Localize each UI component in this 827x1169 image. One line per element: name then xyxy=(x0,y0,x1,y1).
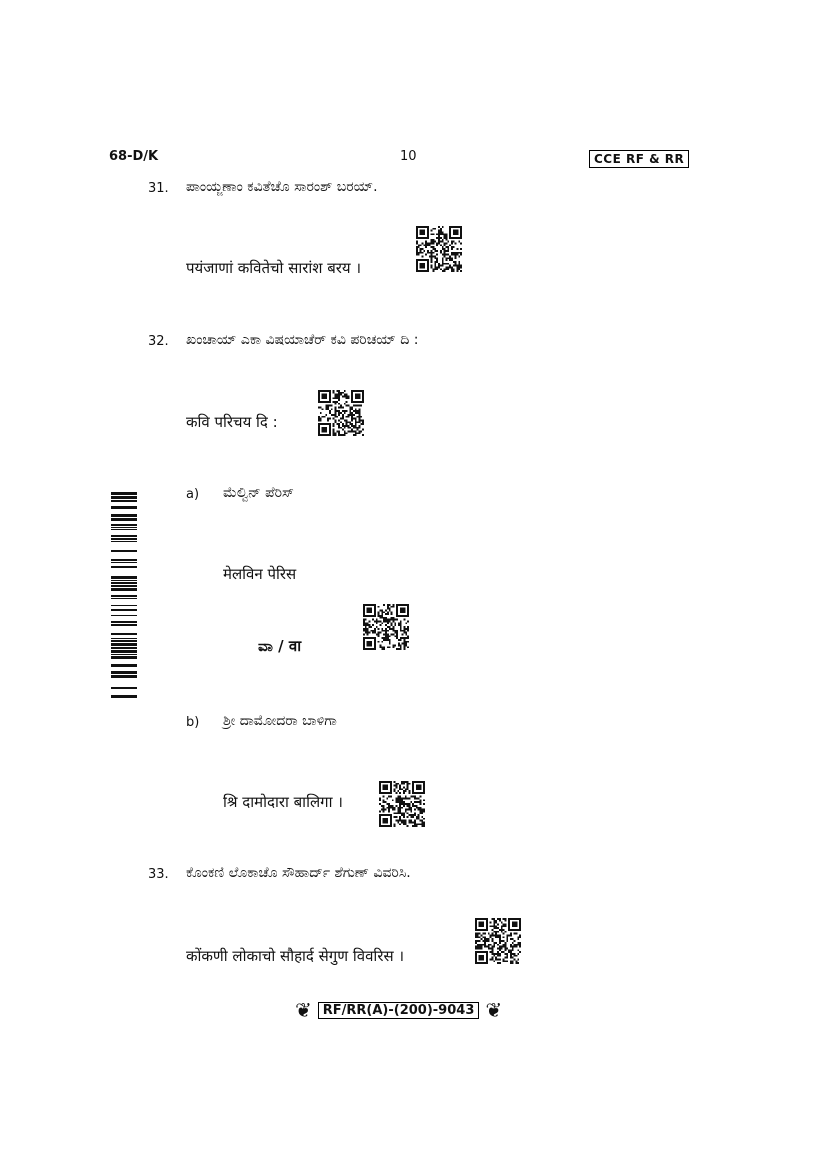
floral-ornament-icon: ❦ xyxy=(485,998,503,1022)
floral-ornament-icon: ❦ xyxy=(295,998,312,1022)
qr-code-icon xyxy=(363,604,409,650)
page-number: 10 xyxy=(400,149,417,164)
question-33-kannada: ಕೊಂಕಣಿ ಲೊಕಾಚೊ ಸೌಹಾರ್ದ್ ಶೆಗುಣ್ ವಿವರಿಸಿ. xyxy=(186,865,411,881)
qr-code-icon xyxy=(475,918,521,964)
question-33-devanagari: कोंकणी लोकाचो सौहार्द सेगुण विवरिस । xyxy=(186,947,405,965)
question-32-devanagari: कवि परिचय दि : xyxy=(186,413,278,431)
paper-code: 68-D/K xyxy=(109,149,159,164)
option-a-devanagari: मेलविन पेरिस xyxy=(223,565,297,583)
qr-code-icon xyxy=(379,781,425,827)
question-31-kannada: ಪಾಂಯ್ಜಣಾಂ ಕವಿತೆಚೊ ಸಾರಂಶ್ ಬರಯ್. xyxy=(186,179,378,195)
qr-code-icon xyxy=(318,390,364,436)
footer xyxy=(295,1000,502,1020)
question-31-devanagari: पयंजाणां कवितेचो सारांश बरय । xyxy=(186,259,362,277)
option-b-kannada: ಶ್ರೀ ದಾಮೋದರಾ ಬಾಳಿಗಾ xyxy=(223,713,337,729)
question-33-number: 33. xyxy=(148,867,169,882)
barcode-icon xyxy=(111,492,137,698)
exam-label-box: CCE RF & RR xyxy=(589,150,689,168)
or-separator: ವಾ / वा xyxy=(258,637,302,655)
option-a-kannada: ಮೆಲ್ವಿನ್ ಪೆರಿಸ್ xyxy=(223,485,294,501)
question-32-kannada: ಖಂಚಾಯ್ ಎಕಾ ವಿಷಯಾಚೆರ್ ಕವಿ ಪರಿಚಯ್ ದಿ : xyxy=(186,332,419,348)
option-b-devanagari: श्रि दामोदारा बालिगा । xyxy=(223,793,343,811)
question-31-number: 31. xyxy=(148,181,169,196)
footer-code-box: RF/RR(A)-(200)-9043 xyxy=(318,1002,480,1019)
option-a-label: a) xyxy=(186,487,200,502)
qr-code-icon xyxy=(416,226,462,272)
question-32-number: 32. xyxy=(148,334,169,349)
option-b-label: b) xyxy=(186,715,200,730)
